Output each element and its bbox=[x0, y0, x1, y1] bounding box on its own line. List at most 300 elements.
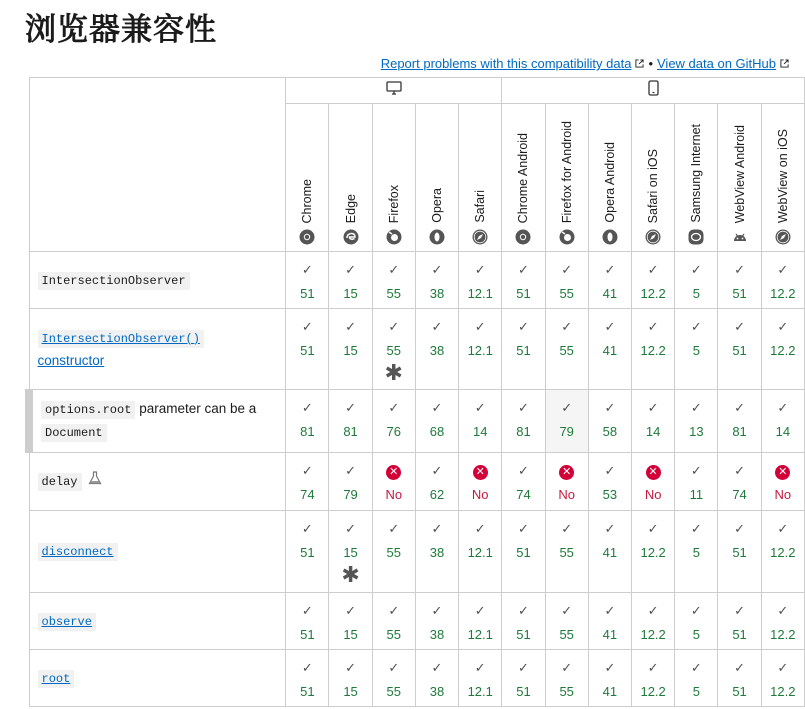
check-icon: ✓ bbox=[561, 262, 573, 277]
chrome-icon bbox=[515, 229, 531, 245]
check-icon: ✓ bbox=[388, 660, 400, 675]
version-label: 62 bbox=[429, 487, 445, 502]
browser-name: Chrome bbox=[300, 178, 315, 223]
version-label: 13 bbox=[689, 424, 704, 439]
support-cell-webview-android[interactable] bbox=[718, 593, 761, 650]
opera-icon bbox=[429, 229, 445, 245]
version-label: 12.2 bbox=[640, 627, 666, 642]
desktop-icon bbox=[386, 83, 402, 100]
check-icon: ✓ bbox=[345, 463, 356, 478]
support-cell-webview-android[interactable] bbox=[718, 309, 761, 390]
support-cell-firefox[interactable] bbox=[372, 453, 415, 511]
feature-name bbox=[29, 650, 286, 707]
check-icon: ✓ bbox=[518, 603, 529, 618]
browser-header-webview-on-ios bbox=[761, 104, 804, 252]
separator: • bbox=[648, 56, 653, 71]
support-cell-safari[interactable] bbox=[459, 309, 502, 390]
version-label: 55 bbox=[559, 627, 574, 642]
version-label: 5 bbox=[692, 286, 700, 301]
version-label: No bbox=[558, 487, 575, 502]
version-label: 12.2 bbox=[770, 627, 796, 642]
check-icon: ✓ bbox=[301, 262, 313, 277]
check-icon: ✓ bbox=[690, 400, 702, 415]
support-cell-opera-android[interactable] bbox=[588, 511, 631, 593]
check-icon: ✓ bbox=[777, 521, 789, 536]
version-label: 12.1 bbox=[467, 627, 493, 642]
check-icon: ✓ bbox=[431, 463, 443, 478]
compat-links bbox=[381, 56, 789, 71]
support-cell-opera[interactable] bbox=[415, 650, 458, 707]
support-cell-webview-android[interactable] bbox=[718, 650, 761, 707]
support-cell-firefox[interactable] bbox=[372, 511, 415, 593]
version-label: 51 bbox=[300, 627, 315, 642]
check-icon: ✓ bbox=[647, 603, 659, 618]
check-icon: ✓ bbox=[301, 463, 313, 478]
version-label: 15 bbox=[343, 684, 358, 699]
feature-name bbox=[29, 252, 286, 309]
feature-row-delay bbox=[29, 453, 805, 511]
version-label: 12.2 bbox=[640, 343, 666, 358]
support-cell-webview-on-ios[interactable] bbox=[761, 309, 804, 390]
check-icon: ✓ bbox=[777, 400, 789, 415]
version-label: 51 bbox=[516, 286, 531, 301]
check-icon: ✓ bbox=[518, 660, 529, 675]
support-cell-chrome-android[interactable] bbox=[502, 593, 545, 650]
check-icon: ✓ bbox=[777, 262, 789, 277]
check-icon: ✓ bbox=[604, 262, 616, 277]
support-cell-edge[interactable] bbox=[329, 252, 372, 309]
android-icon bbox=[732, 229, 748, 245]
check-icon: ✓ bbox=[474, 262, 486, 277]
support-cell-firefox-for-android[interactable] bbox=[545, 511, 588, 593]
version-label: 51 bbox=[516, 627, 531, 642]
version-label: 81 bbox=[516, 424, 531, 439]
version-label: 41 bbox=[602, 343, 618, 358]
report-problems-link[interactable]: Report problems with this compatibility data bbox=[380, 56, 632, 71]
check-icon: ✓ bbox=[604, 463, 616, 478]
support-cell-webview-android[interactable] bbox=[718, 252, 761, 309]
check-icon: ✓ bbox=[734, 319, 746, 334]
support-cell-firefox[interactable] bbox=[372, 309, 415, 390]
check-icon: ✓ bbox=[604, 400, 616, 415]
browser-header-opera-android bbox=[588, 104, 631, 252]
version-label: 38 bbox=[429, 627, 445, 642]
header-corner bbox=[29, 78, 286, 252]
version-label: 55 bbox=[386, 545, 401, 560]
check-icon: ✓ bbox=[734, 660, 746, 675]
feature-name bbox=[29, 309, 286, 390]
support-cell-edge[interactable] bbox=[329, 309, 372, 390]
support-cell-edge[interactable] bbox=[329, 511, 372, 593]
version-label: 51 bbox=[516, 545, 531, 560]
support-cell-opera-android[interactable] bbox=[588, 453, 631, 511]
version-label: 38 bbox=[429, 286, 445, 301]
support-cell-firefox[interactable] bbox=[372, 593, 415, 650]
support-cell-opera[interactable] bbox=[415, 390, 458, 453]
version-label: 51 bbox=[516, 343, 531, 358]
feature-text: parameter can be a bbox=[139, 401, 257, 416]
support-cell-opera-android[interactable] bbox=[588, 390, 631, 453]
page-title: 浏览器兼容性 bbox=[25, 12, 217, 48]
check-icon: ✓ bbox=[561, 603, 573, 618]
check-icon: ✓ bbox=[474, 603, 486, 618]
check-icon: ✓ bbox=[518, 400, 529, 415]
check-icon: ✓ bbox=[734, 262, 746, 277]
check-icon: ✓ bbox=[690, 262, 702, 277]
check-icon: ✓ bbox=[734, 463, 746, 478]
support-cell-firefox[interactable] bbox=[372, 390, 415, 453]
opera-icon bbox=[602, 229, 618, 245]
support-cell-opera[interactable] bbox=[415, 453, 458, 511]
safari-icon bbox=[645, 229, 661, 245]
check-icon: ✓ bbox=[388, 262, 400, 277]
check-icon: ✓ bbox=[431, 400, 443, 415]
feature-row-disconnect bbox=[29, 511, 805, 593]
view-on-github-link[interactable]: View data on GitHub bbox=[657, 56, 776, 71]
support-cell-samsung-internet[interactable] bbox=[675, 453, 718, 511]
support-cell-safari-on-ios[interactable] bbox=[632, 309, 675, 390]
support-cell-webview-android[interactable] bbox=[718, 453, 761, 511]
feature-row-options-root bbox=[29, 390, 805, 453]
check-icon: ✓ bbox=[431, 660, 443, 675]
version-label: 74 bbox=[516, 487, 531, 502]
check-icon: ✓ bbox=[301, 400, 313, 415]
version-label: 53 bbox=[602, 487, 618, 502]
check-icon: ✓ bbox=[647, 400, 659, 415]
check-icon: ✓ bbox=[474, 521, 486, 536]
check-icon: ✓ bbox=[734, 521, 746, 536]
support-cell-firefox[interactable] bbox=[372, 650, 415, 707]
support-cell-samsung-internet[interactable] bbox=[675, 511, 718, 593]
version-label: 11 bbox=[689, 487, 704, 502]
version-label: 15 bbox=[343, 343, 358, 358]
version-label: 15 bbox=[343, 627, 358, 642]
check-icon: ✓ bbox=[388, 319, 400, 334]
no-support-icon: ✕ bbox=[559, 465, 574, 480]
browser-name: Safari on iOS bbox=[646, 148, 661, 223]
support-cell-chrome-android[interactable] bbox=[502, 650, 545, 707]
check-icon: ✓ bbox=[604, 660, 616, 675]
support-cell-chrome-android[interactable] bbox=[502, 309, 545, 390]
version-label: 55 bbox=[559, 545, 574, 560]
check-icon: ✓ bbox=[647, 521, 659, 536]
support-cell-safari-on-ios[interactable] bbox=[632, 390, 675, 453]
no-support-icon: ✕ bbox=[775, 465, 790, 480]
support-cell-webview-android[interactable] bbox=[718, 390, 761, 453]
support-cell-opera-android[interactable] bbox=[588, 252, 631, 309]
support-cell-firefox[interactable] bbox=[372, 252, 415, 309]
feature-row-root bbox=[29, 650, 805, 707]
browser-name: Samsung Internet bbox=[689, 124, 704, 223]
version-label: 51 bbox=[300, 286, 315, 301]
version-label: No bbox=[385, 487, 403, 502]
experimental-flask-icon bbox=[88, 470, 102, 492]
version-label: 12.1 bbox=[467, 286, 493, 301]
version-label: 41 bbox=[602, 286, 618, 301]
version-label: 38 bbox=[429, 684, 445, 699]
support-cell-opera-android[interactable] bbox=[588, 593, 631, 650]
support-cell-chrome[interactable] bbox=[286, 252, 329, 309]
version-label: 41 bbox=[602, 545, 618, 560]
check-icon: ✓ bbox=[474, 660, 486, 675]
version-label: 12.2 bbox=[770, 684, 796, 699]
version-label: 5 bbox=[692, 545, 700, 560]
support-cell-edge[interactable] bbox=[329, 453, 372, 511]
version-label: 41 bbox=[602, 627, 618, 642]
check-icon: ✓ bbox=[518, 319, 529, 334]
check-icon: ✓ bbox=[345, 400, 356, 415]
version-label: 55 bbox=[386, 627, 401, 642]
support-cell-chrome-android[interactable] bbox=[502, 252, 545, 309]
support-cell-firefox-for-android[interactable] bbox=[545, 252, 588, 309]
check-icon: ✓ bbox=[431, 262, 443, 277]
version-label: 12.2 bbox=[640, 684, 666, 699]
no-support-icon: ✕ bbox=[646, 465, 661, 480]
version-label: 55 bbox=[559, 684, 574, 699]
support-cell-firefox-for-android[interactable] bbox=[545, 390, 588, 453]
feature-row-intersection-observer bbox=[29, 252, 805, 309]
check-icon: ✓ bbox=[345, 603, 356, 618]
browser-header-edge bbox=[329, 104, 372, 252]
version-label: 55 bbox=[386, 286, 401, 301]
check-icon: ✓ bbox=[690, 463, 702, 478]
check-icon: ✓ bbox=[345, 660, 356, 675]
version-label: 55 bbox=[386, 343, 401, 358]
support-cell-chrome-android[interactable] bbox=[502, 453, 545, 511]
support-cell-safari[interactable] bbox=[459, 252, 502, 309]
version-label: 81 bbox=[732, 424, 747, 439]
check-icon: ✓ bbox=[734, 603, 746, 618]
version-label: 51 bbox=[732, 286, 747, 301]
check-icon: ✓ bbox=[690, 603, 702, 618]
browser-name: Firefox bbox=[386, 184, 401, 223]
check-icon: ✓ bbox=[474, 319, 486, 334]
browser-name: Opera Android bbox=[602, 142, 617, 223]
check-icon: ✓ bbox=[604, 521, 616, 536]
check-icon: ✓ bbox=[518, 262, 529, 277]
check-icon: ✓ bbox=[647, 262, 659, 277]
support-cell-safari[interactable] bbox=[459, 593, 502, 650]
browser-header-opera bbox=[415, 104, 458, 252]
check-icon: ✓ bbox=[604, 319, 616, 334]
check-icon: ✓ bbox=[301, 603, 313, 618]
version-label: 55 bbox=[559, 343, 574, 358]
version-label: 12.2 bbox=[770, 545, 796, 560]
support-cell-opera-android[interactable] bbox=[588, 309, 631, 390]
browser-header-samsung-internet bbox=[675, 104, 718, 252]
support-cell-opera[interactable] bbox=[415, 593, 458, 650]
support-cell-chrome[interactable] bbox=[286, 511, 329, 593]
check-icon: ✓ bbox=[388, 400, 400, 415]
support-cell-webview-android[interactable] bbox=[718, 511, 761, 593]
version-label: 51 bbox=[300, 545, 315, 560]
version-label: 81 bbox=[300, 424, 315, 439]
support-cell-firefox-for-android[interactable] bbox=[545, 309, 588, 390]
footnote-asterisk-icon: ✱ bbox=[341, 562, 360, 587]
check-icon: ✓ bbox=[647, 660, 659, 675]
version-label: 14 bbox=[472, 424, 488, 439]
platform-desktop bbox=[286, 78, 502, 104]
support-cell-opera[interactable] bbox=[415, 309, 458, 390]
version-label: 12.2 bbox=[770, 343, 796, 358]
support-cell-safari-on-ios[interactable] bbox=[632, 593, 675, 650]
support-cell-firefox-for-android[interactable] bbox=[545, 650, 588, 707]
support-cell-chrome-android[interactable] bbox=[502, 511, 545, 593]
chrome-icon bbox=[299, 229, 315, 245]
support-cell-opera-android[interactable] bbox=[588, 650, 631, 707]
samsung-icon bbox=[688, 229, 704, 245]
browser-name: Chrome Android bbox=[516, 132, 531, 223]
platform-row bbox=[29, 78, 805, 104]
edge-icon bbox=[343, 229, 359, 245]
no-support-icon: ✕ bbox=[473, 465, 488, 480]
browser-header-firefox-for-android bbox=[545, 104, 588, 252]
no-support-icon: ✕ bbox=[386, 465, 401, 480]
check-icon: ✓ bbox=[777, 660, 789, 675]
support-cell-chrome[interactable] bbox=[286, 593, 329, 650]
check-icon: ✓ bbox=[690, 660, 702, 675]
version-label: 79 bbox=[559, 424, 574, 439]
browser-header-safari-on-ios bbox=[632, 104, 675, 252]
support-cell-webview-on-ios[interactable] bbox=[761, 650, 804, 707]
support-cell-safari[interactable] bbox=[459, 650, 502, 707]
version-label: 81 bbox=[343, 424, 358, 439]
version-label: 51 bbox=[300, 343, 315, 358]
compat-table bbox=[25, 77, 805, 707]
external-link-icon bbox=[780, 59, 789, 68]
version-label: 14 bbox=[775, 424, 791, 439]
support-cell-chrome-android[interactable] bbox=[502, 390, 545, 453]
support-cell-firefox-for-android[interactable] bbox=[545, 453, 588, 511]
version-label: 15 bbox=[343, 286, 358, 301]
feature-code: options.root bbox=[41, 401, 135, 419]
check-icon: ✓ bbox=[301, 521, 313, 536]
version-label: 38 bbox=[429, 545, 445, 560]
feature-link-text[interactable]: constructor bbox=[37, 352, 105, 368]
version-label: 51 bbox=[732, 684, 747, 699]
version-label: No bbox=[644, 487, 662, 502]
feature-link[interactable]: disconnect bbox=[38, 543, 118, 561]
check-icon: ✓ bbox=[561, 660, 573, 675]
support-cell-edge[interactable] bbox=[329, 593, 372, 650]
support-cell-safari-on-ios[interactable] bbox=[632, 252, 675, 309]
check-icon: ✓ bbox=[777, 319, 789, 334]
browser-name: Edge bbox=[343, 193, 358, 223]
support-cell-firefox-for-android[interactable] bbox=[545, 593, 588, 650]
support-cell-edge[interactable] bbox=[329, 390, 372, 453]
mobile-icon bbox=[648, 83, 659, 100]
feature-name bbox=[29, 453, 286, 511]
feature-row-constructor bbox=[29, 309, 805, 390]
version-label: 55 bbox=[386, 684, 401, 699]
check-icon: ✓ bbox=[518, 521, 529, 536]
support-cell-webview-on-ios[interactable] bbox=[761, 511, 804, 593]
support-cell-chrome[interactable] bbox=[286, 390, 329, 453]
version-label: 79 bbox=[343, 487, 358, 502]
browser-name: Opera bbox=[429, 188, 444, 223]
browser-name: Safari bbox=[473, 190, 488, 223]
support-cell-opera[interactable] bbox=[415, 252, 458, 309]
external-link-icon bbox=[635, 59, 644, 68]
footnote-asterisk-icon: ✱ bbox=[384, 360, 403, 385]
support-cell-webview-on-ios[interactable] bbox=[761, 593, 804, 650]
support-cell-safari-on-ios[interactable] bbox=[632, 650, 675, 707]
check-icon: ✓ bbox=[604, 603, 616, 618]
check-icon: ✓ bbox=[345, 262, 356, 277]
version-label: 12.2 bbox=[640, 545, 666, 560]
version-label: 51 bbox=[732, 545, 747, 560]
support-cell-safari-on-ios[interactable] bbox=[632, 453, 675, 511]
feature-code: Document bbox=[41, 424, 107, 442]
check-icon: ✓ bbox=[388, 603, 400, 618]
version-label: 12.1 bbox=[467, 684, 493, 699]
support-cell-samsung-internet[interactable] bbox=[675, 593, 718, 650]
browser-header-chrome-android bbox=[502, 104, 545, 252]
version-label: No bbox=[471, 487, 489, 502]
check-icon: ✓ bbox=[388, 521, 400, 536]
support-cell-chrome[interactable] bbox=[286, 453, 329, 511]
firefox-icon bbox=[386, 229, 402, 245]
version-label: 74 bbox=[732, 487, 747, 502]
support-cell-webview-on-ios[interactable] bbox=[761, 390, 804, 453]
version-label: 14 bbox=[645, 424, 661, 439]
support-cell-opera[interactable] bbox=[415, 511, 458, 593]
check-icon: ✓ bbox=[431, 521, 443, 536]
version-label: 51 bbox=[732, 343, 747, 358]
platform-mobile bbox=[502, 78, 805, 104]
check-icon: ✓ bbox=[431, 603, 443, 618]
version-label: 12.1 bbox=[467, 545, 493, 560]
version-label: 74 bbox=[300, 487, 315, 502]
feature-name bbox=[29, 390, 286, 453]
feature-name bbox=[29, 511, 286, 593]
check-icon: ✓ bbox=[690, 319, 702, 334]
support-cell-safari-on-ios[interactable] bbox=[632, 511, 675, 593]
support-cell-samsung-internet[interactable] bbox=[675, 390, 718, 453]
support-cell-edge[interactable] bbox=[329, 650, 372, 707]
feature-link[interactable]: observe bbox=[38, 613, 96, 631]
support-cell-webview-on-ios[interactable] bbox=[761, 453, 804, 511]
check-icon: ✓ bbox=[518, 463, 529, 478]
version-label: 12.2 bbox=[640, 286, 666, 301]
feature-link[interactable]: root bbox=[38, 670, 75, 688]
check-icon: ✓ bbox=[301, 660, 313, 675]
check-icon: ✓ bbox=[734, 400, 746, 415]
support-cell-safari[interactable] bbox=[459, 453, 502, 511]
browser-name: WebView on iOS bbox=[775, 128, 790, 223]
feature-name bbox=[29, 593, 286, 650]
version-label: 15 bbox=[343, 545, 358, 560]
check-icon: ✓ bbox=[474, 400, 486, 415]
check-icon: ✓ bbox=[345, 521, 356, 536]
check-icon: ✓ bbox=[431, 319, 443, 334]
support-cell-samsung-internet[interactable] bbox=[675, 309, 718, 390]
support-cell-samsung-internet[interactable] bbox=[675, 252, 718, 309]
support-cell-safari[interactable] bbox=[459, 390, 502, 453]
support-cell-samsung-internet[interactable] bbox=[675, 650, 718, 707]
check-icon: ✓ bbox=[345, 319, 356, 334]
support-cell-webview-on-ios[interactable] bbox=[761, 252, 804, 309]
check-icon: ✓ bbox=[561, 521, 573, 536]
version-label: No bbox=[774, 487, 792, 502]
support-cell-chrome[interactable] bbox=[286, 309, 329, 390]
version-label: 68 bbox=[429, 424, 445, 439]
feature-link[interactable]: IntersectionObserver() bbox=[38, 330, 204, 348]
version-label: 5 bbox=[692, 343, 700, 358]
support-cell-safari[interactable] bbox=[459, 511, 502, 593]
support-cell-chrome[interactable] bbox=[286, 650, 329, 707]
browser-name: WebView Android bbox=[732, 124, 747, 223]
